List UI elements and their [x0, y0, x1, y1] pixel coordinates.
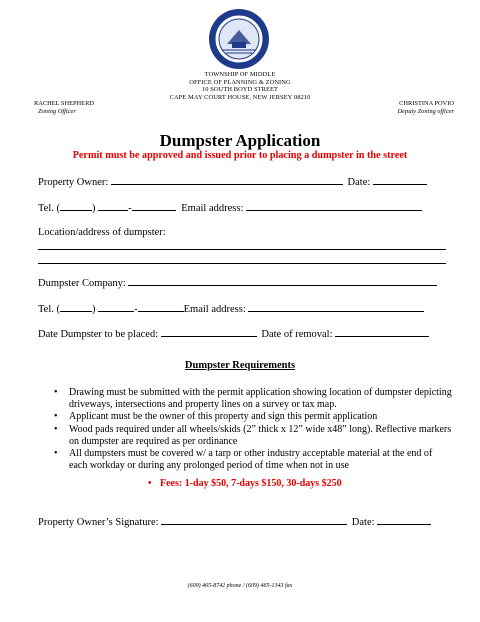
tel-number-field-2[interactable]: [138, 302, 184, 312]
requirement-item: [52, 387, 452, 411]
deputy-officer-block: [372, 100, 454, 116]
tel-prefix-field[interactable]: [98, 201, 128, 211]
requirement-text: Drawing must be submitted with the permit application showing location of dumpster depicting driveways, intersections and property lines on a survey or tax map.: [69, 387, 452, 411]
township-seal: [208, 8, 270, 70]
location-field-line-2[interactable]: [38, 263, 446, 264]
signature-date-field[interactable]: [377, 515, 431, 525]
tel-dash: -: [128, 203, 132, 214]
email-label: Email address:: [181, 203, 244, 214]
zoning-officer-role: Zoning Officer: [38, 107, 76, 115]
fees-line: [148, 478, 342, 489]
dates-row: [38, 327, 429, 340]
tel-number-field[interactable]: [132, 201, 176, 211]
location-label: Location/address of dumpster:: [38, 227, 166, 238]
company-row: [38, 276, 437, 289]
date-placed-field[interactable]: [161, 327, 257, 337]
bullet-icon: •: [54, 387, 58, 398]
requirement-text: All dumpsters must be covered w/ a tarp or other industry acceptable material at the end of each workday or during any prolonged period of time when not in use: [69, 448, 433, 472]
deputy-officer-name: CHRISTINA POVIO: [399, 100, 454, 107]
signature-date-label: Date:: [351, 517, 375, 528]
header-city: CAPE MAY COURT HOUSE, NEW JERSEY 08210: [169, 93, 311, 101]
tel-label: Tel. (: [38, 203, 61, 214]
tel-label-2: Tel. (: [38, 304, 61, 315]
signature-label: Property Owner’s Signature:: [38, 517, 159, 528]
date-field[interactable]: [373, 175, 427, 185]
company-label: Dumpster Company:: [38, 278, 126, 289]
footer-contact: (609) 465-8742 phone / (609) 465-1343 fax: [187, 583, 293, 589]
requirement-item: [52, 448, 452, 472]
header-township: TOWNSHIP OF MIDDLE: [204, 71, 276, 78]
date-removal-field[interactable]: [335, 327, 429, 337]
requirement-item: [52, 424, 452, 448]
tel-area-field-2[interactable]: [60, 302, 92, 312]
zoning-officer-block: [34, 100, 94, 116]
property-owner-field[interactable]: [111, 175, 343, 185]
location-field-line-1[interactable]: [38, 249, 446, 250]
property-owner-label: Property Owner:: [38, 177, 109, 188]
requirement-item: [52, 411, 452, 423]
email-field-2[interactable]: [248, 302, 424, 312]
requirements-list: [52, 387, 452, 472]
deputy-officer-role: Deputy Zoning officer: [397, 107, 454, 115]
date-placed-label: Date Dumpster to be placed:: [38, 329, 159, 340]
date-label: Date:: [347, 177, 371, 188]
signature-field[interactable]: [161, 515, 347, 525]
tel-dash-2: -: [134, 304, 138, 315]
fees-bullet: •: [148, 478, 152, 489]
requirement-text: Applicant must be the owner of this property and sign this permit application: [69, 411, 378, 423]
date-removal-label: Date of removal:: [261, 329, 333, 340]
tel-paren-2: ): [92, 304, 96, 315]
requirements-title: Dumpster Requirements: [184, 360, 296, 371]
bullet-icon: •: [54, 411, 58, 423]
header-office: OFFICE OF PLANNING & ZONING: [189, 78, 291, 86]
email-label-2: Email address:: [183, 304, 246, 315]
zoning-officer-name: RACHEL SHEPHERD: [34, 100, 94, 107]
page-title: Dumpster Application: [159, 131, 321, 150]
company-field[interactable]: [128, 276, 437, 286]
tel-row-2: [38, 302, 424, 315]
email-field[interactable]: [246, 201, 422, 211]
tel-paren: ): [92, 203, 96, 214]
tel-area-field[interactable]: [60, 201, 92, 211]
requirement-text: Wood pads required under all wheels/skids (2” thick x 12” wide x48” long). Reflective markers on dumpster are required as per ordinance: [69, 423, 452, 447]
bullet-icon: •: [54, 423, 58, 435]
property-owner-row: [38, 175, 427, 188]
signature-row: [38, 515, 431, 528]
permit-warning: Permit must be approved and issued prior to placing a dumpster in the street: [72, 150, 408, 161]
tel-prefix-field-2[interactable]: [98, 302, 134, 312]
tel-row-1: [38, 201, 422, 214]
header-street: 10 SOUTH BOYD STREET: [201, 86, 279, 93]
fees-text: Fees: 1-day $50, 7-days $150, 30-days $250: [160, 478, 342, 489]
bullet-icon: •: [54, 448, 58, 460]
